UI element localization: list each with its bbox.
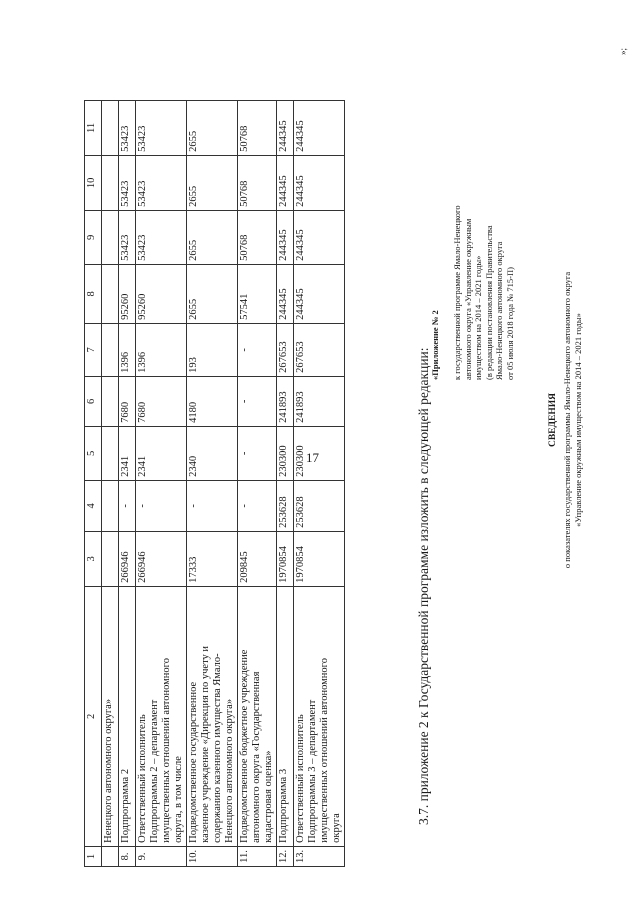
row-name: Подпрограмма 3 xyxy=(277,586,294,846)
value-cell: 267653 xyxy=(294,323,345,376)
table-row xyxy=(187,100,238,866)
value-cell: 266946 xyxy=(136,531,187,586)
value-cell: 244345 xyxy=(294,155,345,210)
value-cell: 2655 xyxy=(187,100,238,155)
appendix-reference: «Приложение № 2 xyxy=(430,310,440,380)
header-cell: 7 xyxy=(85,323,102,376)
row-name: Подпрограмма 2 xyxy=(119,586,136,846)
value-cell: 230300 xyxy=(294,426,345,480)
row-name: Ответственный исполнитель Подпрограммы 2 – департамент имущественных отношений автономного округа, в том числе xyxy=(136,586,187,846)
value-cell: 1396 xyxy=(136,323,187,376)
value-cell: 2340 xyxy=(187,426,238,480)
value-cell: - xyxy=(238,376,277,426)
closing-quote-mark: »; xyxy=(618,47,628,55)
value-cell: 244345 xyxy=(277,155,294,210)
value-cell: 209845 xyxy=(238,531,277,586)
row-name: Ненецкого автономного округа» xyxy=(102,586,119,846)
value-cell: 50768 xyxy=(238,210,277,264)
value-cell: 53423 xyxy=(136,100,187,155)
table-header-row xyxy=(85,100,102,866)
value-cell: 2341 xyxy=(136,426,187,480)
budget-table xyxy=(84,100,345,867)
value-cell: 241893 xyxy=(277,376,294,426)
section-heading: СВЕДЕНИЯ xyxy=(548,392,558,448)
value-cell: 244345 xyxy=(294,100,345,155)
value-cell: 50768 xyxy=(238,100,277,155)
value-cell: 193 xyxy=(187,323,238,376)
value-cell: 95260 xyxy=(119,264,136,323)
value-cell: 244345 xyxy=(277,264,294,323)
value-cell: 57541 xyxy=(238,264,277,323)
value-cell: - xyxy=(136,480,187,531)
header-cell: 3 xyxy=(85,531,102,586)
header-cell: 1 xyxy=(85,846,102,866)
value-cell: 244345 xyxy=(277,100,294,155)
value-cell: 2655 xyxy=(187,264,238,323)
amendment-instruction: 3.7. приложение 2 к Государственной программе изложить в следующей редакции: xyxy=(416,347,431,825)
row-number xyxy=(102,846,119,866)
header-cell: 10 xyxy=(85,155,102,210)
value-cell: 2655 xyxy=(187,155,238,210)
value-cell: 1970854 xyxy=(277,531,294,586)
header-cell: 2 xyxy=(85,586,102,846)
table-row xyxy=(238,100,277,866)
value-cell: - xyxy=(238,323,277,376)
value-cell: - xyxy=(238,426,277,480)
section-subheading: о показателях государственной программы Ямало-Ненецкого автономного округа «Управление окружным имуществом на 2014 – 2021 годы» xyxy=(562,271,583,569)
row-name: Подведомственное бюджетное учреждение автономного округа «Государственная кадастровая оценка» xyxy=(238,586,277,846)
value-cell: - xyxy=(238,480,277,531)
value-cell: 7680 xyxy=(136,376,187,426)
value-cell: 2341 xyxy=(119,426,136,480)
row-number: 10. xyxy=(187,846,238,866)
header-cell: 8 xyxy=(85,264,102,323)
page-number: 17 xyxy=(306,450,319,465)
header-cell: 11 xyxy=(85,100,102,155)
value-cell: 53423 xyxy=(119,100,136,155)
value-cell: 244345 xyxy=(277,210,294,264)
row-name: Подведомственное государственное казенное учреждение «Дирекция по учету и содержанию казенного имущества Ямало- Ненецкого автономного округа» xyxy=(187,586,238,846)
appendix-approval-block: к государственной программе Ямало-Ненецкого автономного округа «Управление окружным имуществом на 2014 – 2021 годы» (в редакции постановления Правительства Ямало-Ненецкого автономного округа от 05 июля 2018 года № 715-П) xyxy=(452,205,515,380)
table-row xyxy=(294,100,345,866)
header-cell: 6 xyxy=(85,376,102,426)
value-cell: 7680 xyxy=(119,376,136,426)
value-cell: 1396 xyxy=(119,323,136,376)
table-row xyxy=(277,100,294,866)
table-row xyxy=(119,100,136,866)
value-cell: 1970854 xyxy=(294,531,345,586)
value-cell: 253628 xyxy=(277,480,294,531)
value-cell: 53423 xyxy=(119,210,136,264)
value-cell: 244345 xyxy=(294,264,345,323)
value-cell: 244345 xyxy=(294,210,345,264)
value-cell: 230300 xyxy=(277,426,294,480)
row-number: 8. xyxy=(119,846,136,866)
value-cell: 95260 xyxy=(136,264,187,323)
value-cell: 241893 xyxy=(294,376,345,426)
value-cell: 4180 xyxy=(187,376,238,426)
value-cell: 53423 xyxy=(136,155,187,210)
value-cell: 53423 xyxy=(119,155,136,210)
row-name: Ответственный исполнитель Подпрограммы 3 – департамент имущественных отношений автономного округа xyxy=(294,586,345,846)
value-cell: 253628 xyxy=(294,480,345,531)
value-cell: 53423 xyxy=(136,210,187,264)
row-number: 11. xyxy=(238,846,277,866)
table-row xyxy=(136,100,187,866)
value-cell: 17333 xyxy=(187,531,238,586)
header-cell: 4 xyxy=(85,480,102,531)
row-number: 9. xyxy=(136,846,187,866)
row-number: 13. xyxy=(294,846,345,866)
value-cell: 266946 xyxy=(119,531,136,586)
header-cell: 9 xyxy=(85,210,102,264)
value-cell: 2655 xyxy=(187,210,238,264)
table-row xyxy=(102,100,119,866)
value-cell: 267653 xyxy=(277,323,294,376)
value-cell: - xyxy=(119,480,136,531)
row-number: 12. xyxy=(277,846,294,866)
value-cell: - xyxy=(187,480,238,531)
header-cell: 5 xyxy=(85,426,102,480)
value-cell: 50768 xyxy=(238,155,277,210)
